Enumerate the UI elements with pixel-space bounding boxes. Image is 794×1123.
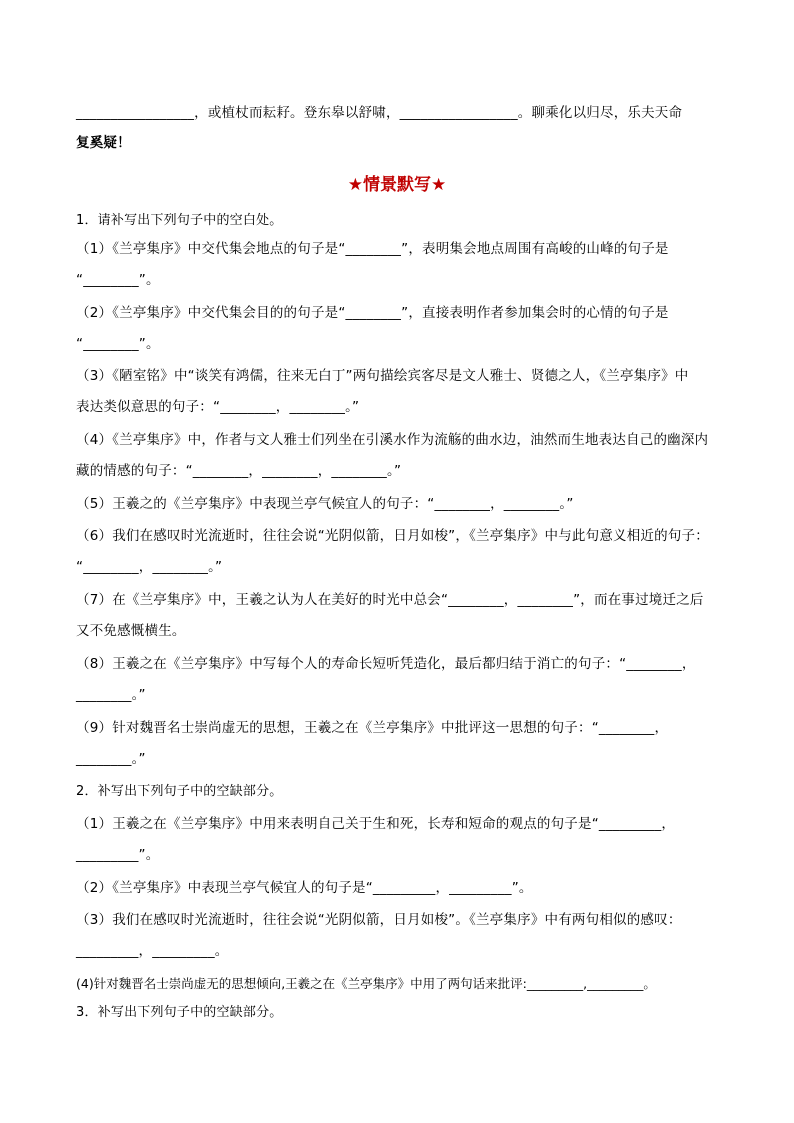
q2-item-4-line-1: (4)针对魏晋名士崇尚虚无的思想倾向,王羲之在《兰亭集序》中用了两句话来批评:_________,_________。 <box>76 976 656 991</box>
q1-item-7-line-2: 又不免感慨横生。 <box>76 623 186 639</box>
q1-item-3-line-2: 表达类似意思的句子：“________，________。” <box>76 399 360 415</box>
q2-item-3-line-1: （3）我们在感叹时光流逝时，往往会说“光阴似箭，日月如梭”。《兰亭集序》中有两句相似的感叹： <box>76 912 682 928</box>
q1-item-3-line-1: （3）《陋室铭》中“谈笑有鸿儒，往来无白丁”两句描绘宾客尽是文人雅士、贤德之人，《兰亭集序》中 <box>76 368 689 384</box>
q1-item-2-line-1: （2）《兰亭集序》中交代集会目的的句子是“________”，直接表明作者参加集会时的心情的句子是 <box>76 305 669 321</box>
q1-item-2-line-2: “________”。 <box>76 336 160 352</box>
q1-item-1-line-2: “________”。 <box>76 272 160 288</box>
q1-item-5-line-1: （5）王羲之的《兰亭集序》中表现兰亭气候宜人的句子：“________，________。” <box>76 496 574 512</box>
q1-item-4-line-1: （4）《兰亭集序》中，作者与文人雅士们列坐在引溪水作为流觞的曲水边，油然而生地表达自己的幽深内 <box>76 432 709 448</box>
q2-item-3-line-2: _________，_________。 <box>76 943 229 959</box>
text-line-1: _________________，或植杖而耘耔。登东皋以舒啸，_________________。聊乘化以归尽，乐夫天命 <box>76 105 683 121</box>
q2-item-1-line-2: _________”。 <box>76 847 160 863</box>
q1-item-1-line-1: （1）《兰亭集序》中交代集会地点的句子是“________”，表明集会地点周围有高峻的山峰的句子是 <box>76 241 669 257</box>
section-title: ★情景默写★ <box>347 175 447 195</box>
q1-item-9-line-1: （9）针对魏晋名士崇尚虚无的思想，王羲之在《兰亭集序》中批评这一思想的句子：“________， <box>76 720 669 736</box>
q1-item-8-line-2: ________。” <box>76 687 146 703</box>
question-1-heading: 1．请补写出下列句子中的空白处。 <box>76 213 283 228</box>
q1-item-6-line-1: （6）我们在感叹时光流逝时，往往会说“光阴似箭，日月如梭”，《兰亭集序》中与此句意义相近的句子： <box>76 528 709 544</box>
q1-item-7-line-1: （7）在《兰亭集序》中，王羲之认为人在美好的时光中总会“________，________”，而在事过境迁之后 <box>76 592 704 608</box>
q2-item-1-line-1: （1）王羲之在《兰亭集序》中用来表明自己关于生和死，长寿和短命的观点的句子是“_________， <box>76 816 676 832</box>
q1-item-9-line-2: ________。” <box>76 751 146 767</box>
q1-item-8-line-1: （8）王羲之在《兰亭集序》中写每个人的寿命长短听凭造化，最后都归结于消亡的句子：“________， <box>76 656 696 672</box>
question-2-heading: 2．补写出下列句子中的空缺部分。 <box>76 784 283 799</box>
text-line-2: 复奚疑！ <box>76 135 131 151</box>
q2-item-2-line-1: （2）《兰亭集序》中表现兰亭气候宜人的句子是“_________，_________”。 <box>76 880 533 896</box>
q1-item-6-line-2: “________，________。” <box>76 559 223 575</box>
question-3-heading: 3．补写出下列句子中的空缺部分。 <box>76 1005 283 1020</box>
q1-item-4-line-2: 藏的情感的句子：“________，________，________。” <box>76 463 402 479</box>
